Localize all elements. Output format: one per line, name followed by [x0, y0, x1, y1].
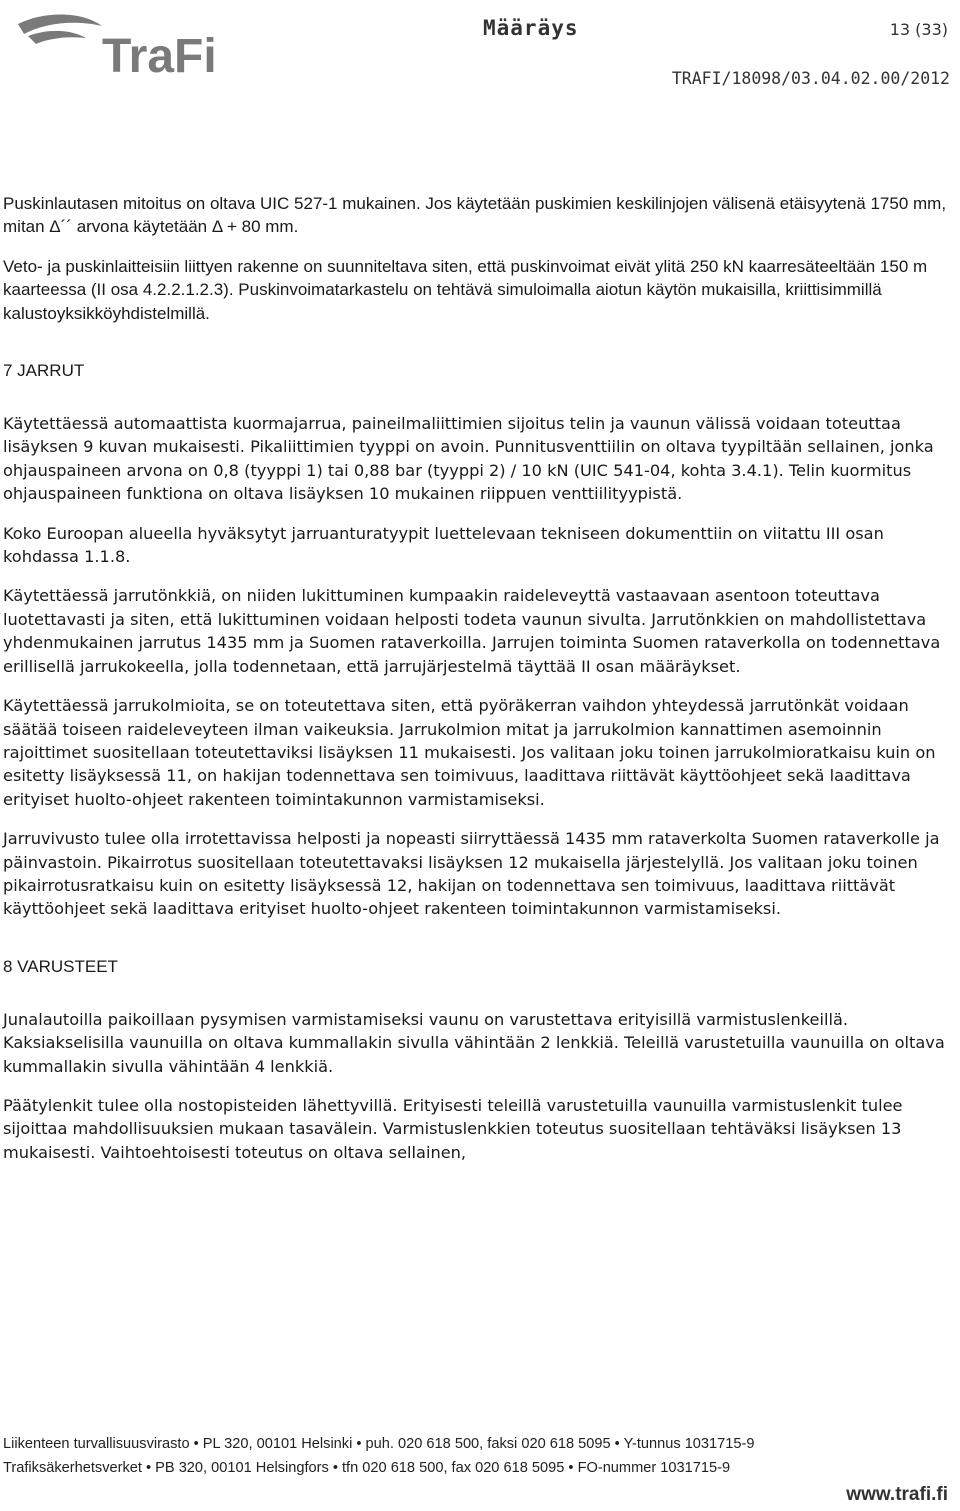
- paragraph-brake-blocks: Käytettäessä jarrutönkkiä, on niiden lukittuminen kumpaakin raideleveyttä vastaavaan asentoon toteuttava luotettavasti ja siten, että lukittuminen voidaan helposti todeta vaunun sivulta. Jarrutönkkien on mahdollistettava yhdenmukainen jarrutus 1435 mm ja Suomen rataverkoilla. Jarrujen toiminta Suomen rataverkolla on todennettava erillisellä jarrukokeella, jolla todennetaan, että jarrujärjestelmä täyttää II osan määräykset.: [3, 586, 941, 676]
- paragraph-brake-sensors: Koko Euroopan alueella hyväksytyt jarruanturatyypit luettelevaan tekniseen dokumenttiin on viitattu III osan kohdassa 1.1.8.: [3, 523, 884, 567]
- document-body: [3, 192, 953, 1180]
- section-heading-brakes: 7 JARRUT: [3, 361, 85, 381]
- footer-line-finnish: Liikenteen turvallisuusvirasto • PL 320, 00101 Helsinki • puh. 020 618 500, faksi 020 618 5095 • Y-tunnus 1031715-9: [3, 1436, 755, 1452]
- svg-text:TraFi: TraFi: [102, 30, 217, 83]
- paragraph-load-brake: Käytettäessä automaattista kuormajarrua, paineilmaliittimien sijoitus telin ja vaunun välissä voidaan toteuttaa lisäyksen 9 kuvan mukaisesti. Pikaliittimien tyyppi on avoin. Punnitusventtiilin on oltava tyypiltään sellainen, jonka ohjauspaineen arvona on 0,8 (tyyppi 1) tai 0,88 bar (tyyppi 2) / 10 kN (UIC 541-04, kohta 3.4.1). Telin kuormitus ohjauspaineen funktiona on oltava lisäyksen 10 mukainen riippuen venttiilityypistä.: [3, 414, 934, 504]
- paragraph-buffer-forces: Veto- ja puskinlaitteisiin liittyen rakenne on suunniteltava siten, että puskinvoimat eivät ylitä 250 kN kaarresäteeltään 150 m kaarteessa (II osa 4.2.2.1.2.3). Puskinvoimatarkastelu on tehtävä simuloimalla aiotun käytön mukaisilla, kriittisimmillä kalustoyksikköyhdistelmillä.: [3, 256, 928, 323]
- footer-line-swedish: Trafiksäkerhetsverket • PB 320, 00101 Helsingfors • tfn 020 618 500, fax 020 618 5095 • FO-nummer 1031715-9: [3, 1460, 731, 1476]
- website-link[interactable]: www.trafi.fi: [846, 1484, 948, 1505]
- paragraph-securing-rings: Junalautoilla paikoillaan pysymisen varmistamiseksi vaunu on varustettava erityisillä varmistuslenkeillä. Kaksiakselisilla vaunuilla on oltava kummallakin sivulla vähintään 2 lenkkiä. Teleillä varustetuilla vaunuilla on oltava kummallakin sivulla vähintään 4 lenkkiä.: [3, 1009, 945, 1076]
- trafi-logo: [6, 6, 236, 86]
- paragraph-buffer-plate: Puskinlautasen mitoitus on oltava UIC 527-1 mukainen. Jos käytetään puskimien keskilinjojen välisenä etäisyytenä 1750 mm, mitan Δ´´ arvona käytetään Δ + 80 mm.: [3, 194, 947, 237]
- section-heading-equipment: 8 VARUSTEET: [3, 956, 118, 976]
- document-type: Määräys: [483, 16, 579, 40]
- paragraph-brake-rigging: Jarruvivusto tulee olla irrotettavissa helposti ja nopeasti siirryttäessä 1435 mm rataverkolta Suomen rataverkolle ja päinvastoin. Pikairrotus suositellaan toteutettavaksi lisäyksen 12 mukaisella järjestelyllä. Jos valitaan joku toinen pikairrotusratkaisu kuin on esitetty lisäyksessä 12, hakijan on todennettava sen toimivuus, laadittava riittävät käyttöohjeet sekä laadittava erityiset huolto-ohjeet rakenteen toimintakunnon varmistamiseksi.: [3, 829, 940, 919]
- paragraph-brake-triangles: Käytettäessä jarrukolmioita, se on toteutettava siten, että pyöräkerran vaihdon yhteydessä jarrutönkät voidaan säätää toiseen raideleveyteen ilman vaikeuksia. Jarrukolmion mitat ja jarrukolmion kannattimen asemoinnin rajoittimet suositellaan toteutettaviksi lisäyksen 11 mukaisesti. Jos valitaan joku toinen jarrukolmioratkaisu kuin on esitetty lisäyksessä 11, on hakijan todennettava sen toimivuus, laadittava riittävät käyttöohjeet sekä laadittava erityiset huolto-ohjeet rakenteen toimintakunnon varmistamiseksi.: [3, 696, 936, 809]
- paragraph-end-rings: Päätylenkit tulee olla nostopisteiden lähettyvillä. Erityisesti teleillä varustetuilla vaunuilla varmistuslenkit tulee sijoittaa mahdollisuuksien mukaan tasavälein. Varmistuslenkkien toteutus suositellaan tehtäväksi lisäyksen 13 mukaisesti. Vaihtoehtoisesti toteutus on oltava sellainen,: [3, 1095, 903, 1162]
- reference-number: TRAFI/18098/03.04.02.00/2012: [671, 69, 950, 88]
- page-number: 13 (33): [889, 20, 948, 39]
- footer: [3, 1432, 958, 1480]
